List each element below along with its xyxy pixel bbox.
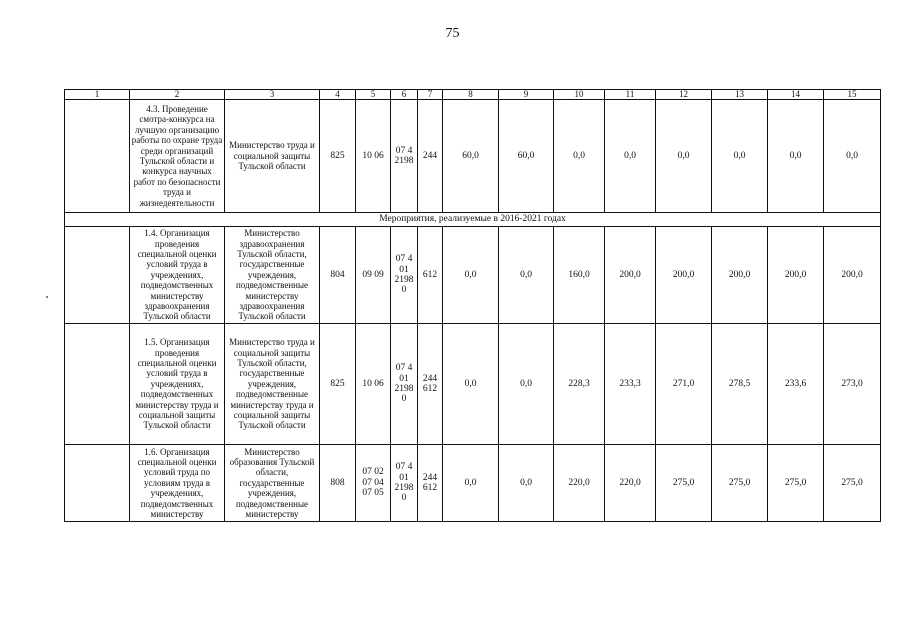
value-cell: 0,0 <box>499 324 554 445</box>
ministry-code: 808 <box>320 445 356 522</box>
section-code: 07 02 07 04 07 05 <box>356 445 391 522</box>
ministry-code: 825 <box>320 324 356 445</box>
column-number-row <box>65 90 881 100</box>
value-cell: 233,3 <box>605 324 656 445</box>
value-cell: 60,0 <box>499 100 554 213</box>
scan-artifact-dot <box>46 296 48 298</box>
value-cell: 275,0 <box>712 445 768 522</box>
value-cell: 275,0 <box>768 445 824 522</box>
col-header-13: 13 <box>712 90 768 100</box>
section-code: 10 06 <box>356 324 391 445</box>
executor-cell: Министерство труда и социальной защиты Тульской области <box>225 100 320 213</box>
empty-cell <box>65 100 130 213</box>
value-cell: 278,5 <box>712 324 768 445</box>
value-cell: 0,0 <box>824 100 881 213</box>
col-header-12: 12 <box>656 90 712 100</box>
executor-cell: Министерство образования Тульской области, государственные учреждения, подведомственные министерству <box>225 445 320 522</box>
executor-cell: Министерство труда и социальной защиты Тульской области, государственные учреждения, подведомственные министерству труда и социальной защиты Тульской области <box>225 324 320 445</box>
target-article-code: 07 4 01 2198 0 <box>391 227 418 324</box>
expense-type-code: 244 612 <box>418 445 443 522</box>
section-title: Мероприятия, реализуемые в 2016-2021 годах <box>65 213 881 227</box>
value-cell: 0,0 <box>712 100 768 213</box>
value-cell: 0,0 <box>656 100 712 213</box>
target-article-code: 07 4 01 2198 0 <box>391 445 418 522</box>
empty-cell <box>65 445 130 522</box>
expense-type-code: 244 <box>418 100 443 213</box>
section-code: 09 09 <box>356 227 391 324</box>
empty-cell <box>65 227 130 324</box>
value-cell: 271,0 <box>656 324 712 445</box>
value-cell: 0,0 <box>554 100 605 213</box>
value-cell: 200,0 <box>824 227 881 324</box>
col-header-5: 5 <box>356 90 391 100</box>
col-header-10: 10 <box>554 90 605 100</box>
value-cell: 0,0 <box>605 100 656 213</box>
value-cell: 220,0 <box>554 445 605 522</box>
value-cell: 233,6 <box>768 324 824 445</box>
col-header-8: 8 <box>443 90 499 100</box>
ministry-code: 825 <box>320 100 356 213</box>
col-header-2: 2 <box>130 90 225 100</box>
measure-description: 1.6. Организация специальной оценки условий труда по условиям труда в учреждениях, подведомственных министерству <box>130 445 225 522</box>
col-header-9: 9 <box>499 90 554 100</box>
col-header-14: 14 <box>768 90 824 100</box>
budget-table <box>64 89 881 522</box>
col-header-7: 7 <box>418 90 443 100</box>
target-article-code: 07 4 01 2198 0 <box>391 324 418 445</box>
table-row <box>65 227 881 324</box>
col-header-4: 4 <box>320 90 356 100</box>
section-header-row <box>65 213 881 227</box>
value-cell: 220,0 <box>605 445 656 522</box>
value-cell: 0,0 <box>499 227 554 324</box>
value-cell: 228,3 <box>554 324 605 445</box>
expense-type-code: 244 612 <box>418 324 443 445</box>
value-cell: 0,0 <box>768 100 824 213</box>
col-header-1: 1 <box>65 90 130 100</box>
measure-description: 1.4. Организация проведения специальной оценки условий труда в учреждениях, подведомственных министерству здравоохранения Тульской области <box>130 227 225 324</box>
value-cell: 60,0 <box>443 100 499 213</box>
expense-type-code: 612 <box>418 227 443 324</box>
value-cell: 0,0 <box>499 445 554 522</box>
value-cell: 0,0 <box>443 324 499 445</box>
table-row <box>65 100 881 213</box>
value-cell: 275,0 <box>656 445 712 522</box>
value-cell: 200,0 <box>605 227 656 324</box>
value-cell: 0,0 <box>443 445 499 522</box>
executor-cell: Министерство здравоохранения Тульской области, государственные учреждения, подведомственные министерству здравоохранения Тульской области <box>225 227 320 324</box>
value-cell: 160,0 <box>554 227 605 324</box>
value-cell: 200,0 <box>656 227 712 324</box>
page-number: 75 <box>445 26 460 41</box>
col-header-11: 11 <box>605 90 656 100</box>
section-code: 10 06 <box>356 100 391 213</box>
col-header-3: 3 <box>225 90 320 100</box>
ministry-code: 804 <box>320 227 356 324</box>
table-row <box>65 324 881 445</box>
value-cell: 273,0 <box>824 324 881 445</box>
empty-cell <box>65 324 130 445</box>
measure-description: 4.3. Проведение смотра-конкурса на лучшую организацию работы по охране труда среди организаций Тульской области и конкурса научных работ по безопасности труда и жизнедеятельности <box>130 100 225 213</box>
measure-description: 1.5. Организация проведения специальной оценки условий труда в учреждениях, подведомственных министерству труда и социальной защиты Тульской области <box>130 324 225 445</box>
col-header-6: 6 <box>391 90 418 100</box>
col-header-15: 15 <box>824 90 881 100</box>
value-cell: 275,0 <box>824 445 881 522</box>
value-cell: 0,0 <box>443 227 499 324</box>
target-article-code: 07 4 2198 <box>391 100 418 213</box>
value-cell: 200,0 <box>768 227 824 324</box>
table-row <box>65 445 881 522</box>
value-cell: 200,0 <box>712 227 768 324</box>
